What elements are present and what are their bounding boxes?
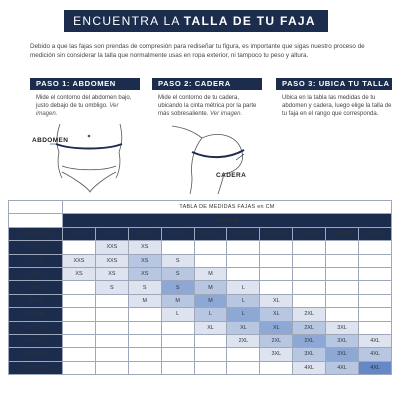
row-header: 83-90 <box>9 281 63 294</box>
row-header: 99-106 <box>9 308 63 321</box>
size-cell <box>161 321 194 334</box>
step-title: PASO 3: UBICA TU TALLA <box>276 78 392 90</box>
size-cell <box>227 267 260 280</box>
size-cell <box>326 281 359 294</box>
size-cell <box>63 334 96 347</box>
size-cell: 3XL <box>326 348 359 361</box>
size-cell <box>293 254 326 267</box>
size-cell: 3XL <box>326 321 359 334</box>
size-cell <box>326 308 359 321</box>
row-header: 131-138 <box>9 361 63 374</box>
size-cell <box>260 267 293 280</box>
size-cell: 2XL <box>227 334 260 347</box>
size-cell: 2XL <box>293 334 326 347</box>
table-row <box>9 308 392 321</box>
size-cell <box>63 281 96 294</box>
row-header: 123-130 <box>9 348 63 361</box>
row-header: 60-66 <box>9 241 63 254</box>
size-cell: 2XL <box>260 334 293 347</box>
size-cell: 2XL <box>293 321 326 334</box>
size-cell <box>161 241 194 254</box>
size-cell: S <box>95 281 128 294</box>
title-part-bold: TALLA DE TU FAJA <box>183 14 316 28</box>
size-cell: S <box>161 254 194 267</box>
column-group-header: CADERA <box>63 214 392 227</box>
row-header: 115-122 <box>9 334 63 347</box>
size-cell <box>293 267 326 280</box>
column-header: 82-89 <box>128 227 161 240</box>
size-cell <box>359 294 392 307</box>
size-cell <box>128 321 161 334</box>
size-cell: 4XL <box>359 348 392 361</box>
size-cell: S <box>161 267 194 280</box>
size-cell: S <box>128 281 161 294</box>
size-cell <box>194 241 227 254</box>
page-title-banner <box>64 10 328 32</box>
column-header: 74-81 <box>95 227 128 240</box>
size-cell: 3XL <box>293 348 326 361</box>
size-cell: XL <box>227 321 260 334</box>
step-description: Ubica en la tabla las medidas de tu abdomen y cadera, luego elige la talla de tu faja en el rango que corresponda. <box>282 95 392 118</box>
size-cell: XL <box>194 321 227 334</box>
cadera-figure-illustration <box>150 122 260 194</box>
size-cell <box>227 348 260 361</box>
column-header: 90-97 <box>161 227 194 240</box>
size-cell <box>63 321 96 334</box>
size-cell: XL <box>260 294 293 307</box>
size-cell <box>63 308 96 321</box>
size-cell: 4XL <box>326 361 359 374</box>
size-cell: XS <box>128 254 161 267</box>
table-row <box>9 321 392 334</box>
table-row <box>9 241 392 254</box>
size-cell: XXS <box>95 254 128 267</box>
size-cell <box>359 241 392 254</box>
step-title: PASO 2: CADERA <box>152 78 262 90</box>
size-cell <box>194 334 227 347</box>
size-cell <box>95 348 128 361</box>
intro-paragraph: Debido a que las fajas son prendas de compresión para rediseñar tu figura, es importante que sigas nuestro proceso de medición sin considerar la talla que normalmente usas en ropa exterior, ni tampoco tu peso y altura. <box>30 43 365 60</box>
row-header: 91-98 <box>9 294 63 307</box>
size-cell: L <box>161 308 194 321</box>
size-cell: XS <box>63 267 96 280</box>
table-corner <box>9 214 63 227</box>
size-cell <box>326 241 359 254</box>
size-cell <box>194 348 227 361</box>
size-cell: 4XL <box>359 334 392 347</box>
size-cell: M <box>194 267 227 280</box>
column-header: 106-113 <box>227 227 260 240</box>
row-header: 75-82 <box>9 267 63 280</box>
size-cell: XXS <box>63 254 96 267</box>
table-row <box>9 348 392 361</box>
column-header: 65-73 <box>63 227 96 240</box>
step-description: Mide el contorno de tu cadera, ubicando la cinta métrica por la parte más sobresaliente. Ver imagen. <box>158 95 257 118</box>
size-cell: L <box>227 294 260 307</box>
size-cell: XL <box>260 308 293 321</box>
size-chart-table-container <box>8 200 392 396</box>
size-cell <box>161 361 194 374</box>
cadera-label: CADERA <box>216 172 247 179</box>
size-cell <box>260 281 293 294</box>
size-cell <box>63 348 96 361</box>
size-cell <box>63 241 96 254</box>
size-cell <box>227 241 260 254</box>
size-cell <box>128 348 161 361</box>
size-cell <box>63 361 96 374</box>
row-header: 107-114 <box>9 321 63 334</box>
size-cell: M <box>194 281 227 294</box>
table-corner <box>9 201 63 214</box>
step-abdomen <box>30 78 140 119</box>
table-title: TABLA DE MEDIDAS FAJAS en CM <box>63 201 392 214</box>
size-cell <box>326 267 359 280</box>
size-cell <box>293 281 326 294</box>
size-cell <box>293 241 326 254</box>
column-header: 122-129 <box>293 227 326 240</box>
size-cell: M <box>194 294 227 307</box>
size-cell: L <box>227 308 260 321</box>
table-row <box>9 254 392 267</box>
size-cell <box>359 321 392 334</box>
size-cell <box>161 348 194 361</box>
size-cell: M <box>161 294 194 307</box>
size-cell: 4XL <box>293 361 326 374</box>
size-cell: 3XL <box>260 348 293 361</box>
size-cell: 3XL <box>326 334 359 347</box>
abdomen-label: ABDOMEN <box>32 137 69 144</box>
table-row <box>9 294 392 307</box>
size-cell: M <box>128 294 161 307</box>
table-row <box>9 281 392 294</box>
table-row <box>9 267 392 280</box>
size-cell <box>95 361 128 374</box>
size-cell <box>359 281 392 294</box>
size-cell <box>194 254 227 267</box>
step-cadera <box>152 78 262 119</box>
size-cell <box>227 361 260 374</box>
size-cell <box>326 294 359 307</box>
size-cell: L <box>227 281 260 294</box>
size-cell <box>95 308 128 321</box>
size-cell: 2XL <box>293 308 326 321</box>
size-cell: L <box>194 308 227 321</box>
abdomen-figure-illustration <box>26 122 136 194</box>
column-header: 130-137 <box>326 227 359 240</box>
size-cell <box>194 361 227 374</box>
size-cell: XL <box>260 321 293 334</box>
size-cell <box>95 321 128 334</box>
column-header: 114-121 <box>260 227 293 240</box>
step-title: PASO 1: ABDOMEN <box>30 78 140 90</box>
size-cell: XS <box>95 267 128 280</box>
step-description: Mide el contorno del abdomen bajo, justo debajo de tu ombligo. Ver imagen. <box>36 95 132 118</box>
row-group-header: ABDOMEN <box>9 227 63 240</box>
size-cell <box>326 254 359 267</box>
size-cell: S <box>161 281 194 294</box>
table-row <box>9 334 392 347</box>
size-cell <box>359 267 392 280</box>
size-cell <box>128 308 161 321</box>
table-row <box>9 361 392 374</box>
row-header: 67-74 <box>9 254 63 267</box>
size-cell: XS <box>128 241 161 254</box>
size-cell <box>260 241 293 254</box>
size-cell <box>359 308 392 321</box>
size-cell: XS <box>128 267 161 280</box>
step-ubica-talla <box>276 78 392 119</box>
size-cell <box>95 334 128 347</box>
size-cell <box>128 334 161 347</box>
size-cell <box>359 254 392 267</box>
size-cell <box>161 334 194 347</box>
column-header: 138-145 <box>359 227 392 240</box>
column-header: 98-105 <box>194 227 227 240</box>
size-cell: XXS <box>95 241 128 254</box>
size-cell <box>293 294 326 307</box>
size-chart-table <box>8 200 392 375</box>
size-cell <box>128 361 161 374</box>
size-cell <box>95 294 128 307</box>
title-part-light: ENCUENTRA LA <box>73 14 181 28</box>
size-cell <box>227 254 260 267</box>
size-cell: 4XL <box>359 361 392 374</box>
size-cell <box>260 254 293 267</box>
size-cell <box>260 361 293 374</box>
size-cell <box>63 294 96 307</box>
